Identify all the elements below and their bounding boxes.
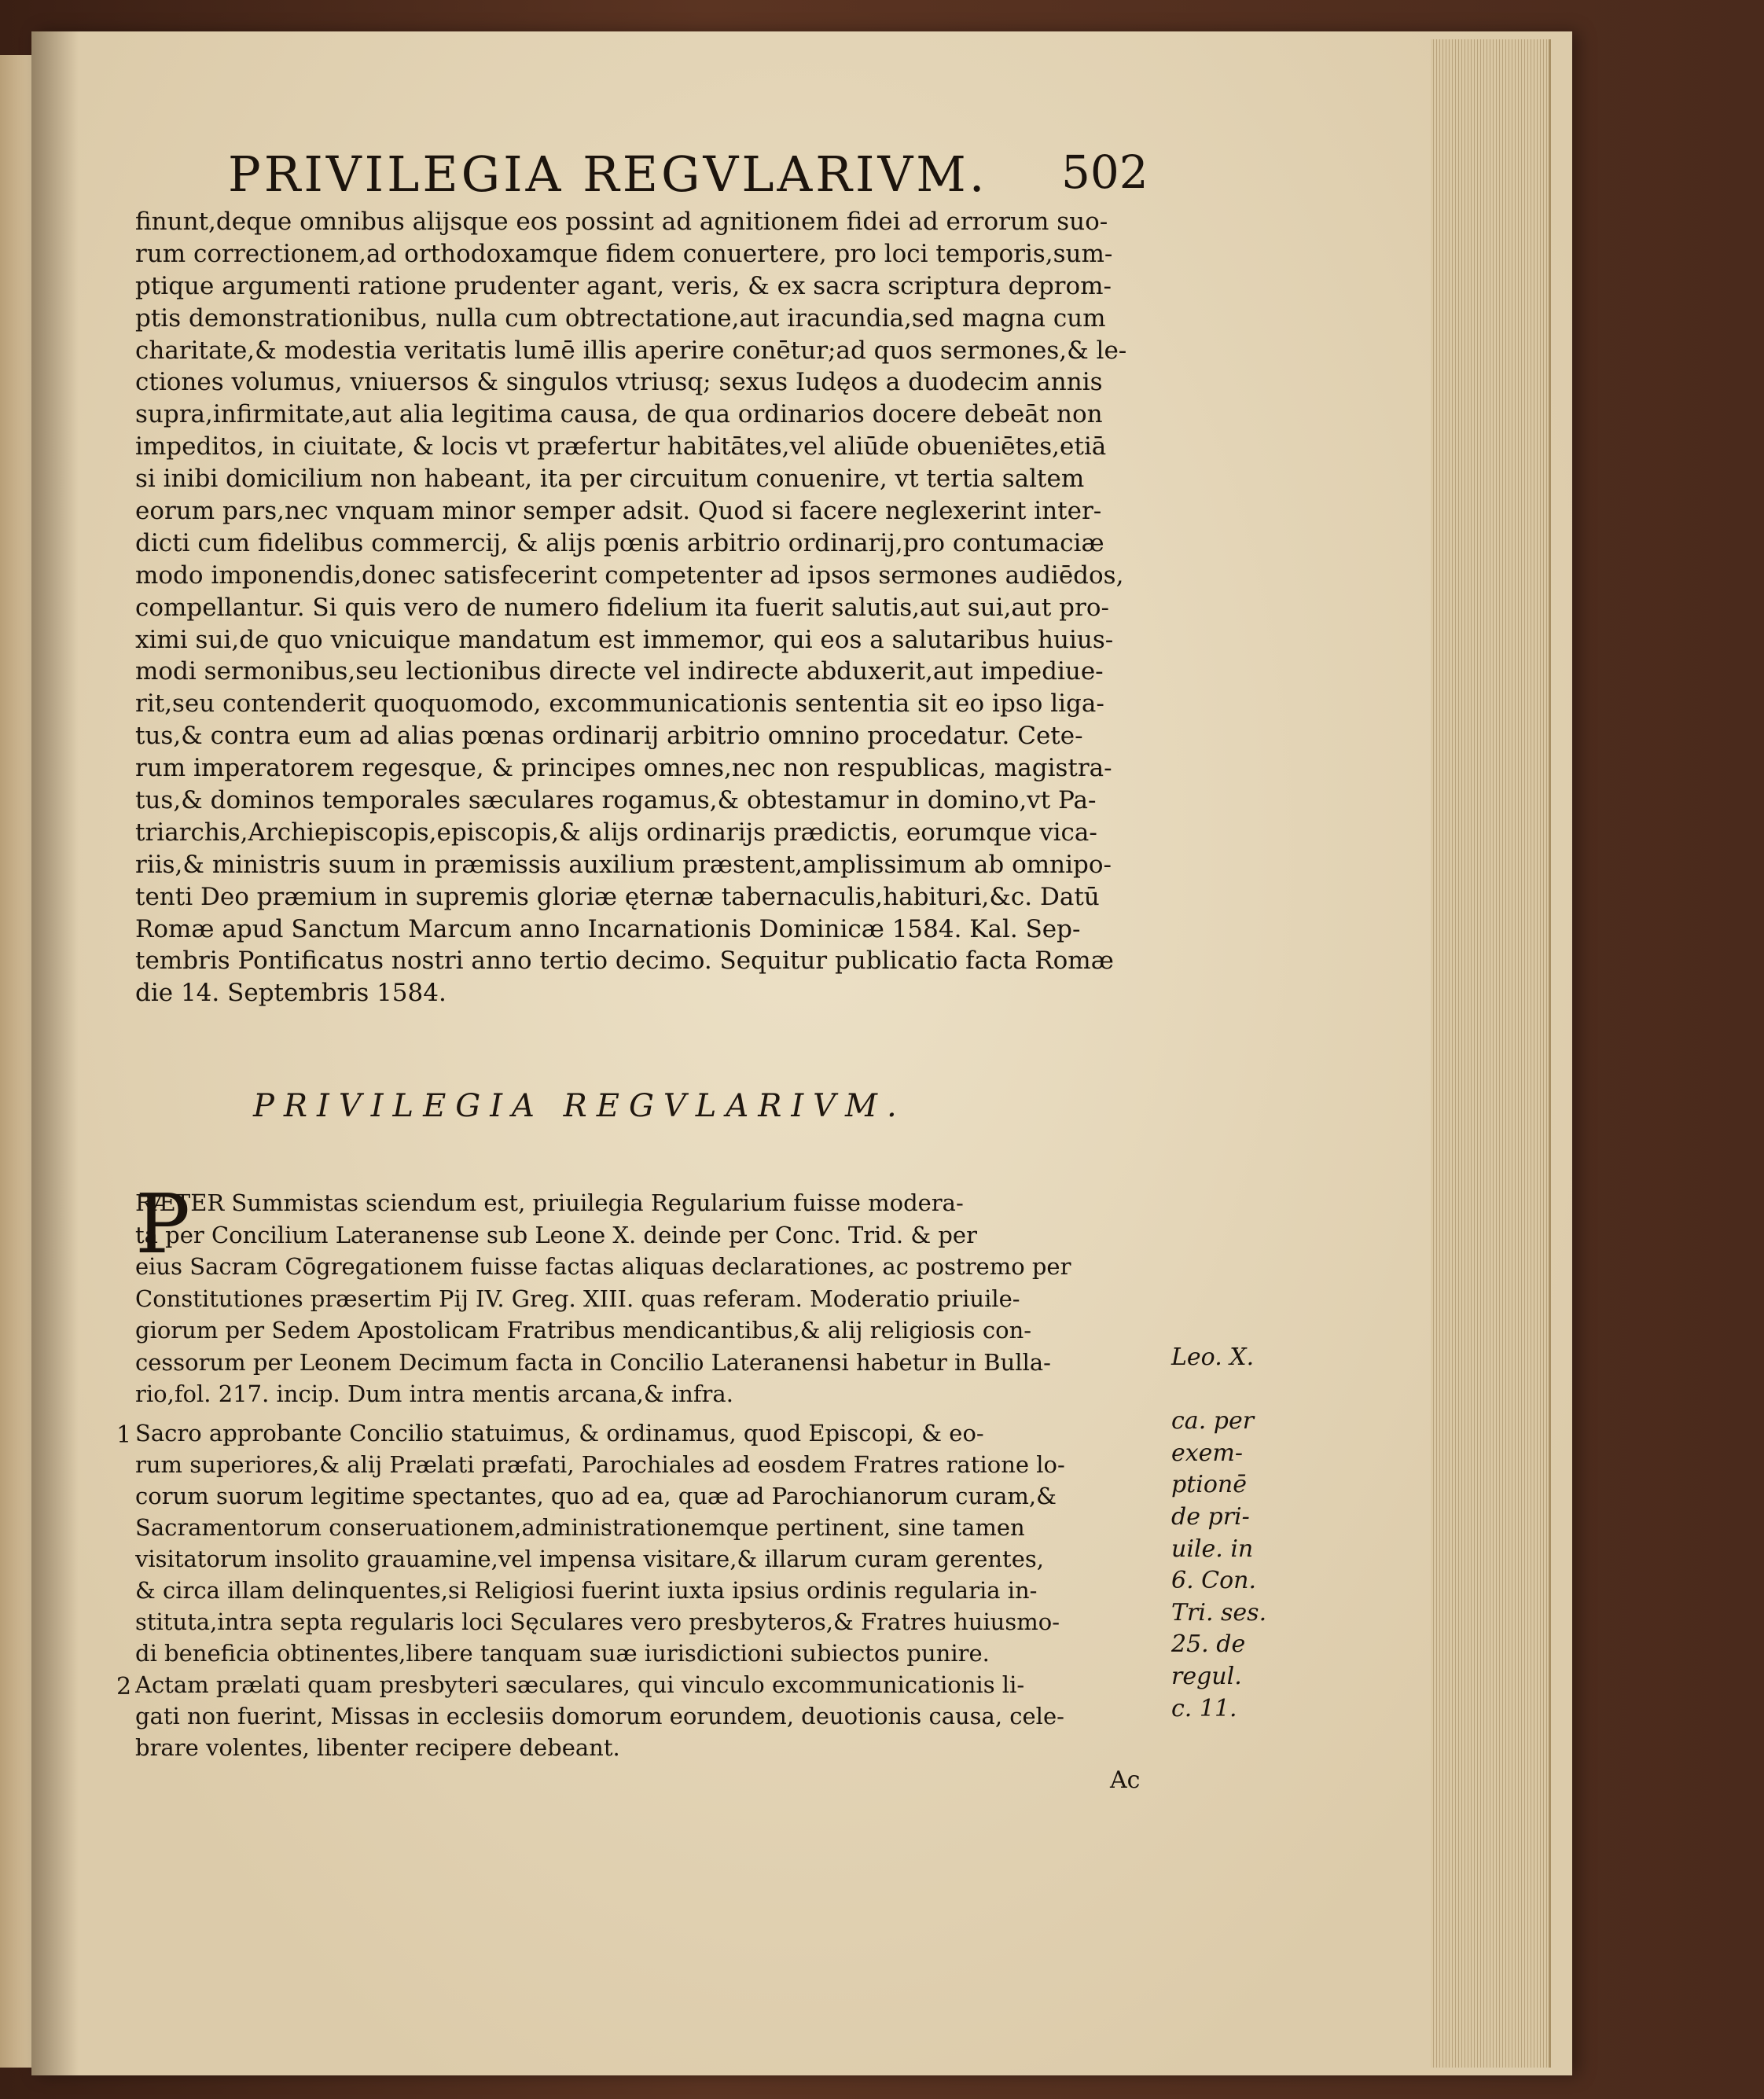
running-head (228, 145, 1156, 203)
body-text-numbered-items (135, 1417, 1173, 1763)
text-line: dicti cum fidelibus commercij, & alijs pœnis arbitrio ordinarij,pro contumaciæ (135, 528, 1104, 557)
section-heading: PRIVILEGIA REGVLARIVM. (253, 1088, 906, 1124)
text-line: corum suorum legitime spectantes, quo ad ea, quæ ad Parochianorum curam,& (135, 1483, 1057, 1509)
body-text-bull-continuation (135, 206, 1173, 1009)
text-line: gati non fuerint, Missas in ecclesiis domorum eorundem, deuotionis causa, cele- (135, 1703, 1064, 1730)
text-line: finunt,deque omnibus alijsque eos possint ad agnitionem fidei ad errorum suo- (135, 208, 1108, 236)
text-line: giorum per Sedem Apostolicam Fratribus mendicantibus,& alij religiosis con- (135, 1317, 1032, 1344)
text-line: brare volentes, libenter recipere debeant. (135, 1734, 620, 1761)
text-line: eius Sacram Cōgregationem fuisse factas aliquas declarationes, ac postremo per (135, 1253, 1071, 1280)
text-line: triarchis,Archiepiscopis,episcopis,& alijs ordinarijs prædictis, eorumque vica- (135, 818, 1097, 847)
margin-note-line: Leo. X. (1171, 1344, 1255, 1371)
text-line: Actam prælati quam presbyteri sæculares, qui vinculo excommunicationis li- (135, 1671, 1025, 1698)
text-line: Romæ apud Sanctum Marcum anno Incarnationis Dominicæ 1584. Kal. Sep- (135, 914, 1081, 943)
text-line: & circa illam delinquentes,si Religiosi fuerint iuxta ipsius ordinis regularia in- (135, 1577, 1038, 1604)
text-line: Sacro approbante Concilio statuimus, & ordinamus, quod Episcopi, & eo- (135, 1420, 984, 1447)
margin-note-line: uile. in (1171, 1535, 1254, 1563)
page-number: 502 (1061, 145, 1148, 199)
text-line: charitate,& modestia veritatis lumē illis aperire conētur;ad quos sermones,& le- (135, 336, 1127, 365)
text-line: ximi sui,de quo vnicuique mandatum est immemor, qui eos a salutaribus huius- (135, 625, 1114, 654)
margin-note-line: exem- (1171, 1439, 1244, 1467)
margin-notes (1171, 1342, 1289, 1725)
text-line: ptis demonstrationibus, nulla cum obtrectatione,aut iracundia,sed magna cum (135, 303, 1106, 333)
text-line: ta per Concilium Lateranense sub Leone X. deinde per Conc. Trid. & per (135, 1221, 977, 1248)
item-number-1: 1 (116, 1421, 132, 1449)
page-stack-edges (1431, 39, 1551, 2068)
margin-note-line: 25. de (1171, 1630, 1246, 1659)
text-line: tus,& dominos temporales sæculares rogamus,& obtestamur in domino,vt Pa- (135, 786, 1097, 815)
margin-note-line: c. 11. (1171, 1694, 1237, 1722)
text-line: modi sermonibus,seu lectionibus directe vel indirecte abduxerit,aut impediue- (135, 657, 1104, 686)
margin-note-line: regul. (1171, 1662, 1242, 1690)
margin-note-line: Tri. ses. (1171, 1598, 1267, 1627)
text-line: modo imponendis,donec satisfecerint competenter ad ipsos sermones audiēdos, (135, 561, 1124, 590)
text-line: rum imperatorem regesque, & principes omnes,nec non respublicas, magistra- (135, 754, 1112, 783)
text-line: tembris Pontificatus nostri anno tertio decimo. Sequitur publicatio facta Romæ (135, 947, 1114, 976)
text-line: tenti Deo præmium in supremis gloriæ ęternæ tabernaculis,habituri,&c. Datū (135, 882, 1100, 911)
margin-note-line: ca. per (1171, 1407, 1255, 1435)
margin-note-line: de pri- (1171, 1502, 1250, 1531)
bleed-through-shadow (1195, 314, 1305, 1415)
text-line: rit,seu contenderit quoquomodo, excommunicationis sententia sit eo ipso liga- (135, 689, 1104, 719)
body-text-introduction (135, 1187, 1173, 1410)
text-line: supra,infirmitate,aut alia legitima causa, de qua ordinarios docere debeāt non (135, 400, 1103, 429)
margin-note-line (1171, 1374, 1289, 1406)
text-line: rum correctionem,ad orthodoxamque fidem conuertere, pro loci temporis,sum- (135, 239, 1113, 268)
text-line: ptique argumenti ratione prudenter agant, veris, & ex sacra scriptura deprom- (135, 271, 1112, 300)
margin-note-line: 6. Con. (1171, 1567, 1257, 1595)
page-gutter-shadow (31, 31, 79, 2075)
text-line: Sacramentorum conseruationem,administrationemque pertinent, sine tamen (135, 1514, 1025, 1541)
text-line: rio,fol. 217. incip. Dum intra mentis arcana,& infra. (135, 1380, 733, 1407)
margin-note-line: ptionē (1171, 1471, 1247, 1499)
text-line: RÆTER Summistas sciendum est, priuilegia Regularium fuisse modera- (135, 1189, 964, 1216)
item-number-2: 2 (116, 1673, 132, 1700)
text-line: visitatorum insolito grauamine,vel impensa visitare,& illarum curam gerentes, (135, 1546, 1044, 1572)
catchword: Ac (1110, 1766, 1141, 1794)
text-line: rum superiores,& alij Prælati præfati, Parochiales ad eosdem Fratres ratione lo- (135, 1451, 1065, 1478)
text-line: si inibi domicilium non habeant, ita per circuitum conuenire, vt tertia saltem (135, 465, 1085, 494)
text-line: ctiones volumus, vniuersos & singulos vtriusq; sexus Iudęos a duodecim annis (135, 368, 1103, 397)
text-line: eorum pars,nec vnquam minor semper adsit. Quod si facere neglexerint inter- (135, 497, 1102, 526)
running-head-title: PRIVILEGIA REGVLARIVM. (228, 145, 988, 203)
drop-cap-initial: P (135, 1176, 190, 1272)
text-line: die 14. Septembris 1584. (135, 979, 447, 1008)
text-line: cessorum per Leonem Decimum facta in Concilio Lateranensi habetur in Bulla- (135, 1348, 1051, 1376)
text-line: Constitutiones præsertim Pij IV. Greg. XIII. quas referam. Moderatio priuile- (135, 1285, 1020, 1312)
text-line: stituta,intra septa regularis loci Sęculares vero presbyteros,& Fratres huiusmo- (135, 1608, 1060, 1635)
text-line: compellantur. Si quis vero de numero fidelium ita fuerit salutis,aut sui,aut pro- (135, 593, 1109, 622)
text-line: di beneficia obtinentes,libere tanquam suæ iurisdictioni subiectos punire. (135, 1640, 990, 1667)
text-line: impeditos, in ciuitate, & locis vt præfertur habitātes,vel aliūde obueniētes,etiā (135, 432, 1107, 461)
text-line: riis,& ministris suum in præmissis auxilium præstent,amplissimum ab omnipo- (135, 850, 1112, 879)
text-line: tus,& contra eum ad alias pœnas ordinarij arbitrio omnino procedatur. Cete- (135, 722, 1083, 751)
